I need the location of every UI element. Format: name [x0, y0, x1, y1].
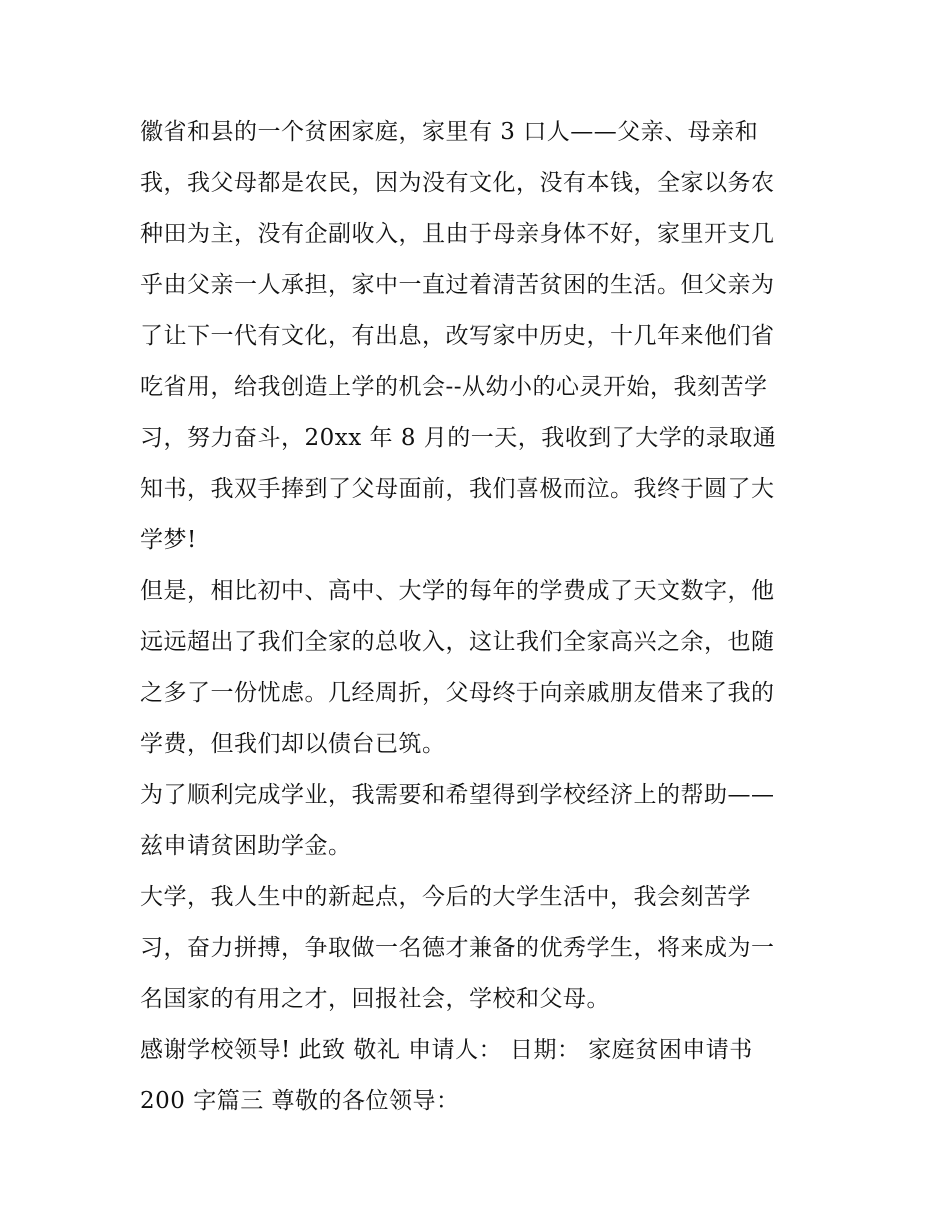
text-line: 我，我父母都是农民，因为没有文化，没有本钱，全家以务农 — [140, 170, 775, 196]
text-line: 感谢学校领导! 此致 敬礼 申请人： 日期： 家庭贫困申请书 — [140, 1037, 753, 1063]
text-line: 大学，我人生中的新起点，今后的大学生活中，我会刻苦学 — [140, 884, 751, 910]
text-line: 种田为主，没有企副收入，且由于母亲身体不好，家里开支几 — [140, 221, 775, 247]
text-line: 但是，相比初中、高中、大学的每年的学费成了天文数字，他 — [140, 578, 775, 604]
text-line: 了让下一代有文化，有出息，改写家中历史，十几年来他们省 — [140, 323, 775, 349]
text-line: 吃省用，给我创造上学的机会--从幼小的心灵开始，我刻苦学 — [140, 374, 768, 400]
text-line: 为了顺利完成学业，我需要和希望得到学校经济上的帮助—— — [140, 782, 775, 808]
text-line: 200 字篇三 尊敬的各位领导： — [140, 1088, 460, 1114]
document-body — [140, 107, 820, 1127]
text-line: 学梦! — [140, 527, 197, 553]
text-line: 远远超出了我们全家的总收入，这让我们全家高兴之余，也随 — [140, 629, 775, 655]
text-line: 知书，我双手捧到了父母面前，我们喜极而泣。我终于圆了大 — [140, 476, 775, 502]
text-line: 徽省和县的一个贫困家庭，家里有 3 口人——父亲、母亲和 — [140, 119, 759, 145]
text-line: 乎由父亲一人承担，家中一直过着清苦贫困的生活。但父亲为 — [140, 272, 775, 298]
text-line: 习，奋力拼搏，争取做一名德才兼备的优秀学生，将来成为一 — [140, 935, 775, 961]
text-line: 之多了一份忧虑。几经周折，父母终于向亲戚朋友借来了我的 — [140, 680, 775, 706]
text-line: 习，努力奋斗，20xx 年 8 月的一天，我收到了大学的录取通 — [140, 425, 777, 451]
text-line: 名国家的有用之才，回报社会，学校和父母。 — [140, 986, 610, 1012]
text-line: 兹申请贫困助学金。 — [140, 833, 352, 859]
text-line: 学费，但我们却以债台已筑。 — [140, 731, 446, 757]
